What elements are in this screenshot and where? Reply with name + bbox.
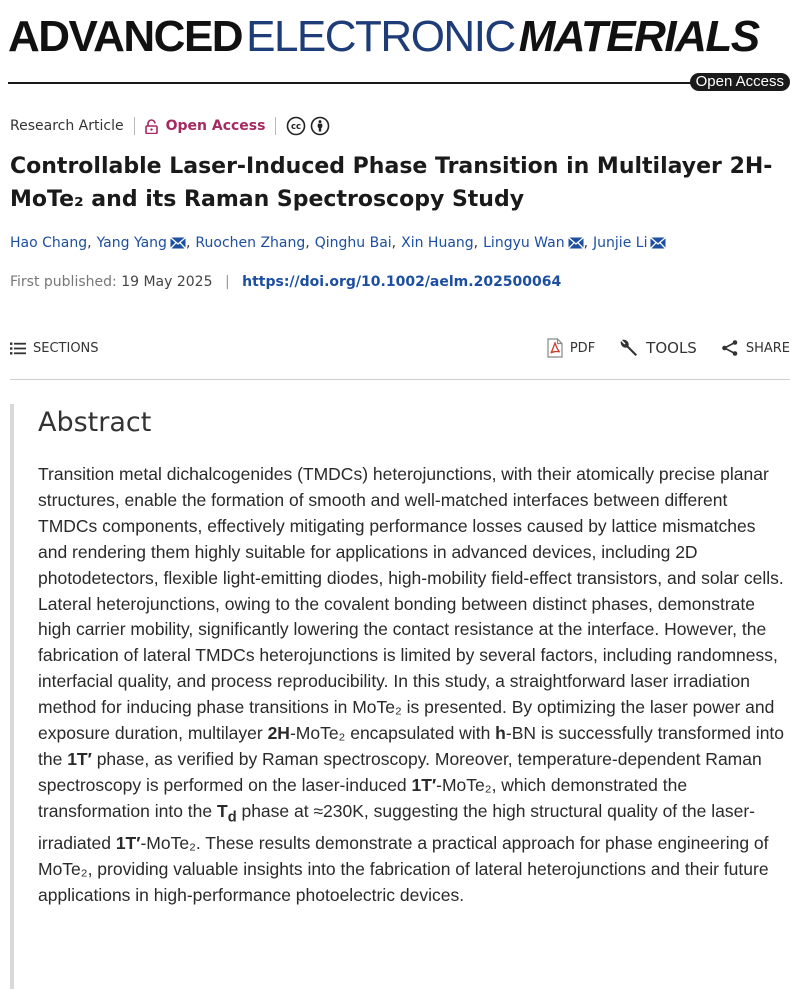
author-separator: , <box>87 235 92 251</box>
journal-name-part1: ADVANCED <box>8 12 243 61</box>
author-name: Xin Huang <box>401 235 474 251</box>
abstract-text-run: -MoTe₂ encapsulated with <box>289 723 496 744</box>
separator: | <box>224 274 230 290</box>
journal-name-part2: ELECTRONIC <box>246 12 515 61</box>
toolbar-divider <box>10 379 790 380</box>
abstract-emphasis: 2H <box>267 723 290 744</box>
author-list <box>10 235 666 251</box>
author-name: Lingyu Wan <box>483 235 565 251</box>
abstract-section <box>10 404 794 989</box>
mail-icon[interactable] <box>650 237 666 249</box>
article-toolbar <box>10 336 790 360</box>
journal-name-part3: MATERIALS <box>518 12 759 61</box>
share-button[interactable] <box>721 339 790 357</box>
article-title: Controllable Laser-Induced Phase Transition in Multilayer 2H-MoTe₂ and its Raman Spectroscopy Study <box>10 154 773 212</box>
author-name: Junjie Li <box>593 235 648 251</box>
author-link[interactable] <box>97 235 186 251</box>
author-separator: , <box>583 235 589 251</box>
share-label: SHARE <box>745 340 790 356</box>
cc-icon <box>286 116 306 136</box>
author-link[interactable] <box>483 235 583 251</box>
pdf-label: PDF <box>569 340 596 356</box>
abstract-text-run: -MoTe₂. These results demonstrate a practical approach for phase engineering of MoTe₂, providing valuable insights into the fabrication of lateral heterojunctions and their future applications in high-performance photoelectric devices. <box>38 833 769 905</box>
abstract-text-run: -BN is successfully transformed into the <box>38 723 785 769</box>
author-link[interactable] <box>315 235 392 251</box>
article-meta-row <box>10 116 330 136</box>
license-icons[interactable] <box>286 116 330 136</box>
author-link[interactable] <box>593 235 666 251</box>
wrench-icon <box>619 338 639 358</box>
author-separator: , <box>391 235 397 251</box>
journal-masthead[interactable] <box>8 14 792 60</box>
mail-icon[interactable] <box>568 237 584 249</box>
author-separator: , <box>473 235 479 251</box>
attribution-icon <box>310 116 330 136</box>
pdf-icon <box>547 338 563 358</box>
abstract-subscript: d <box>227 809 237 826</box>
abstract-text-run: Transition metal dichalcogenides (TMDCs) heterojunctions, with their atomically precise planar structures, enable the formation of smooth and well-matched interfaces between different TMDCs components, effectively mitigating performance losses caused by lattice mismatches and rendering them highly suitable for applications in advanced devices, including 2D photodetectors, flexible light-emitting diodes, high-mobility field-effect transistors, and solar cells. Lateral heterojunctions, owing to the covalent bonding between distinct phases, demonstrate high carrier mobility, significantly lowering the contact resistance at the interface. However, the fabrication of lateral TMDCs heterojunctions is limited by several factors, including randomness, interfacial quality, and process reproducibility. In this study, a straightforward laser irradiation method for inducing phase transitions in MoTe₂ is presented. By optimizing the laser power and exposure duration, multilayer <box>38 464 784 744</box>
author-separator: , <box>185 235 191 251</box>
first-published-label: First published: <box>10 274 117 290</box>
abstract-emphasis: 1T′ <box>67 748 92 769</box>
abstract-text-run: -MoTe₂, which demonstrated the transformation into the <box>38 774 688 821</box>
masthead-rule <box>8 82 788 84</box>
author-name: Ruochen Zhang <box>195 235 306 251</box>
tools-button[interactable] <box>619 338 697 358</box>
open-access-link[interactable] <box>145 118 266 134</box>
abstract-text-run: phase at ≈230K, suggesting the high structural quality of the laser-irradiated <box>38 800 755 854</box>
open-lock-icon <box>145 119 158 134</box>
author-link[interactable] <box>195 235 305 251</box>
abstract-emphasis: T <box>216 800 228 821</box>
abstract-text-run: phase, as verified by Raman spectroscopy. Moreover, temperature-dependent Raman spectroscopy is performed on the laser-induced <box>38 748 762 795</box>
abstract-emphasis: 1T′ <box>411 774 437 795</box>
svg-text:cc: cc <box>291 122 302 133</box>
mail-icon[interactable] <box>170 237 186 249</box>
abstract-emphasis: h <box>495 723 506 744</box>
divider <box>134 117 135 135</box>
author-name: Qinghu Bai <box>314 235 392 251</box>
list-icon <box>10 342 26 355</box>
divider <box>275 117 276 135</box>
share-icon <box>721 339 739 357</box>
sections-label: SECTIONS <box>33 340 99 356</box>
pdf-button[interactable] <box>547 338 595 358</box>
article-type: Research Article <box>10 118 124 134</box>
abstract-body <box>38 462 786 909</box>
abstract-heading: Abstract <box>38 407 152 438</box>
author-link[interactable] <box>10 235 87 251</box>
open-access-badge: Open Access <box>690 73 790 91</box>
abstract-emphasis: 1T′ <box>115 833 141 854</box>
author-link[interactable] <box>401 235 474 251</box>
sections-button[interactable] <box>10 341 99 356</box>
publication-info <box>10 274 561 290</box>
first-published-date: 19 May 2025 <box>121 274 213 290</box>
author-name: Hao Chang <box>10 235 88 251</box>
author-separator: , <box>305 235 310 251</box>
tools-label: TOOLS <box>646 339 697 357</box>
doi-link[interactable]: https://doi.org/10.1002/aelm.202500064 <box>242 274 562 290</box>
open-access-label: Open Access <box>165 118 266 134</box>
author-name: Yang Yang <box>96 235 167 251</box>
